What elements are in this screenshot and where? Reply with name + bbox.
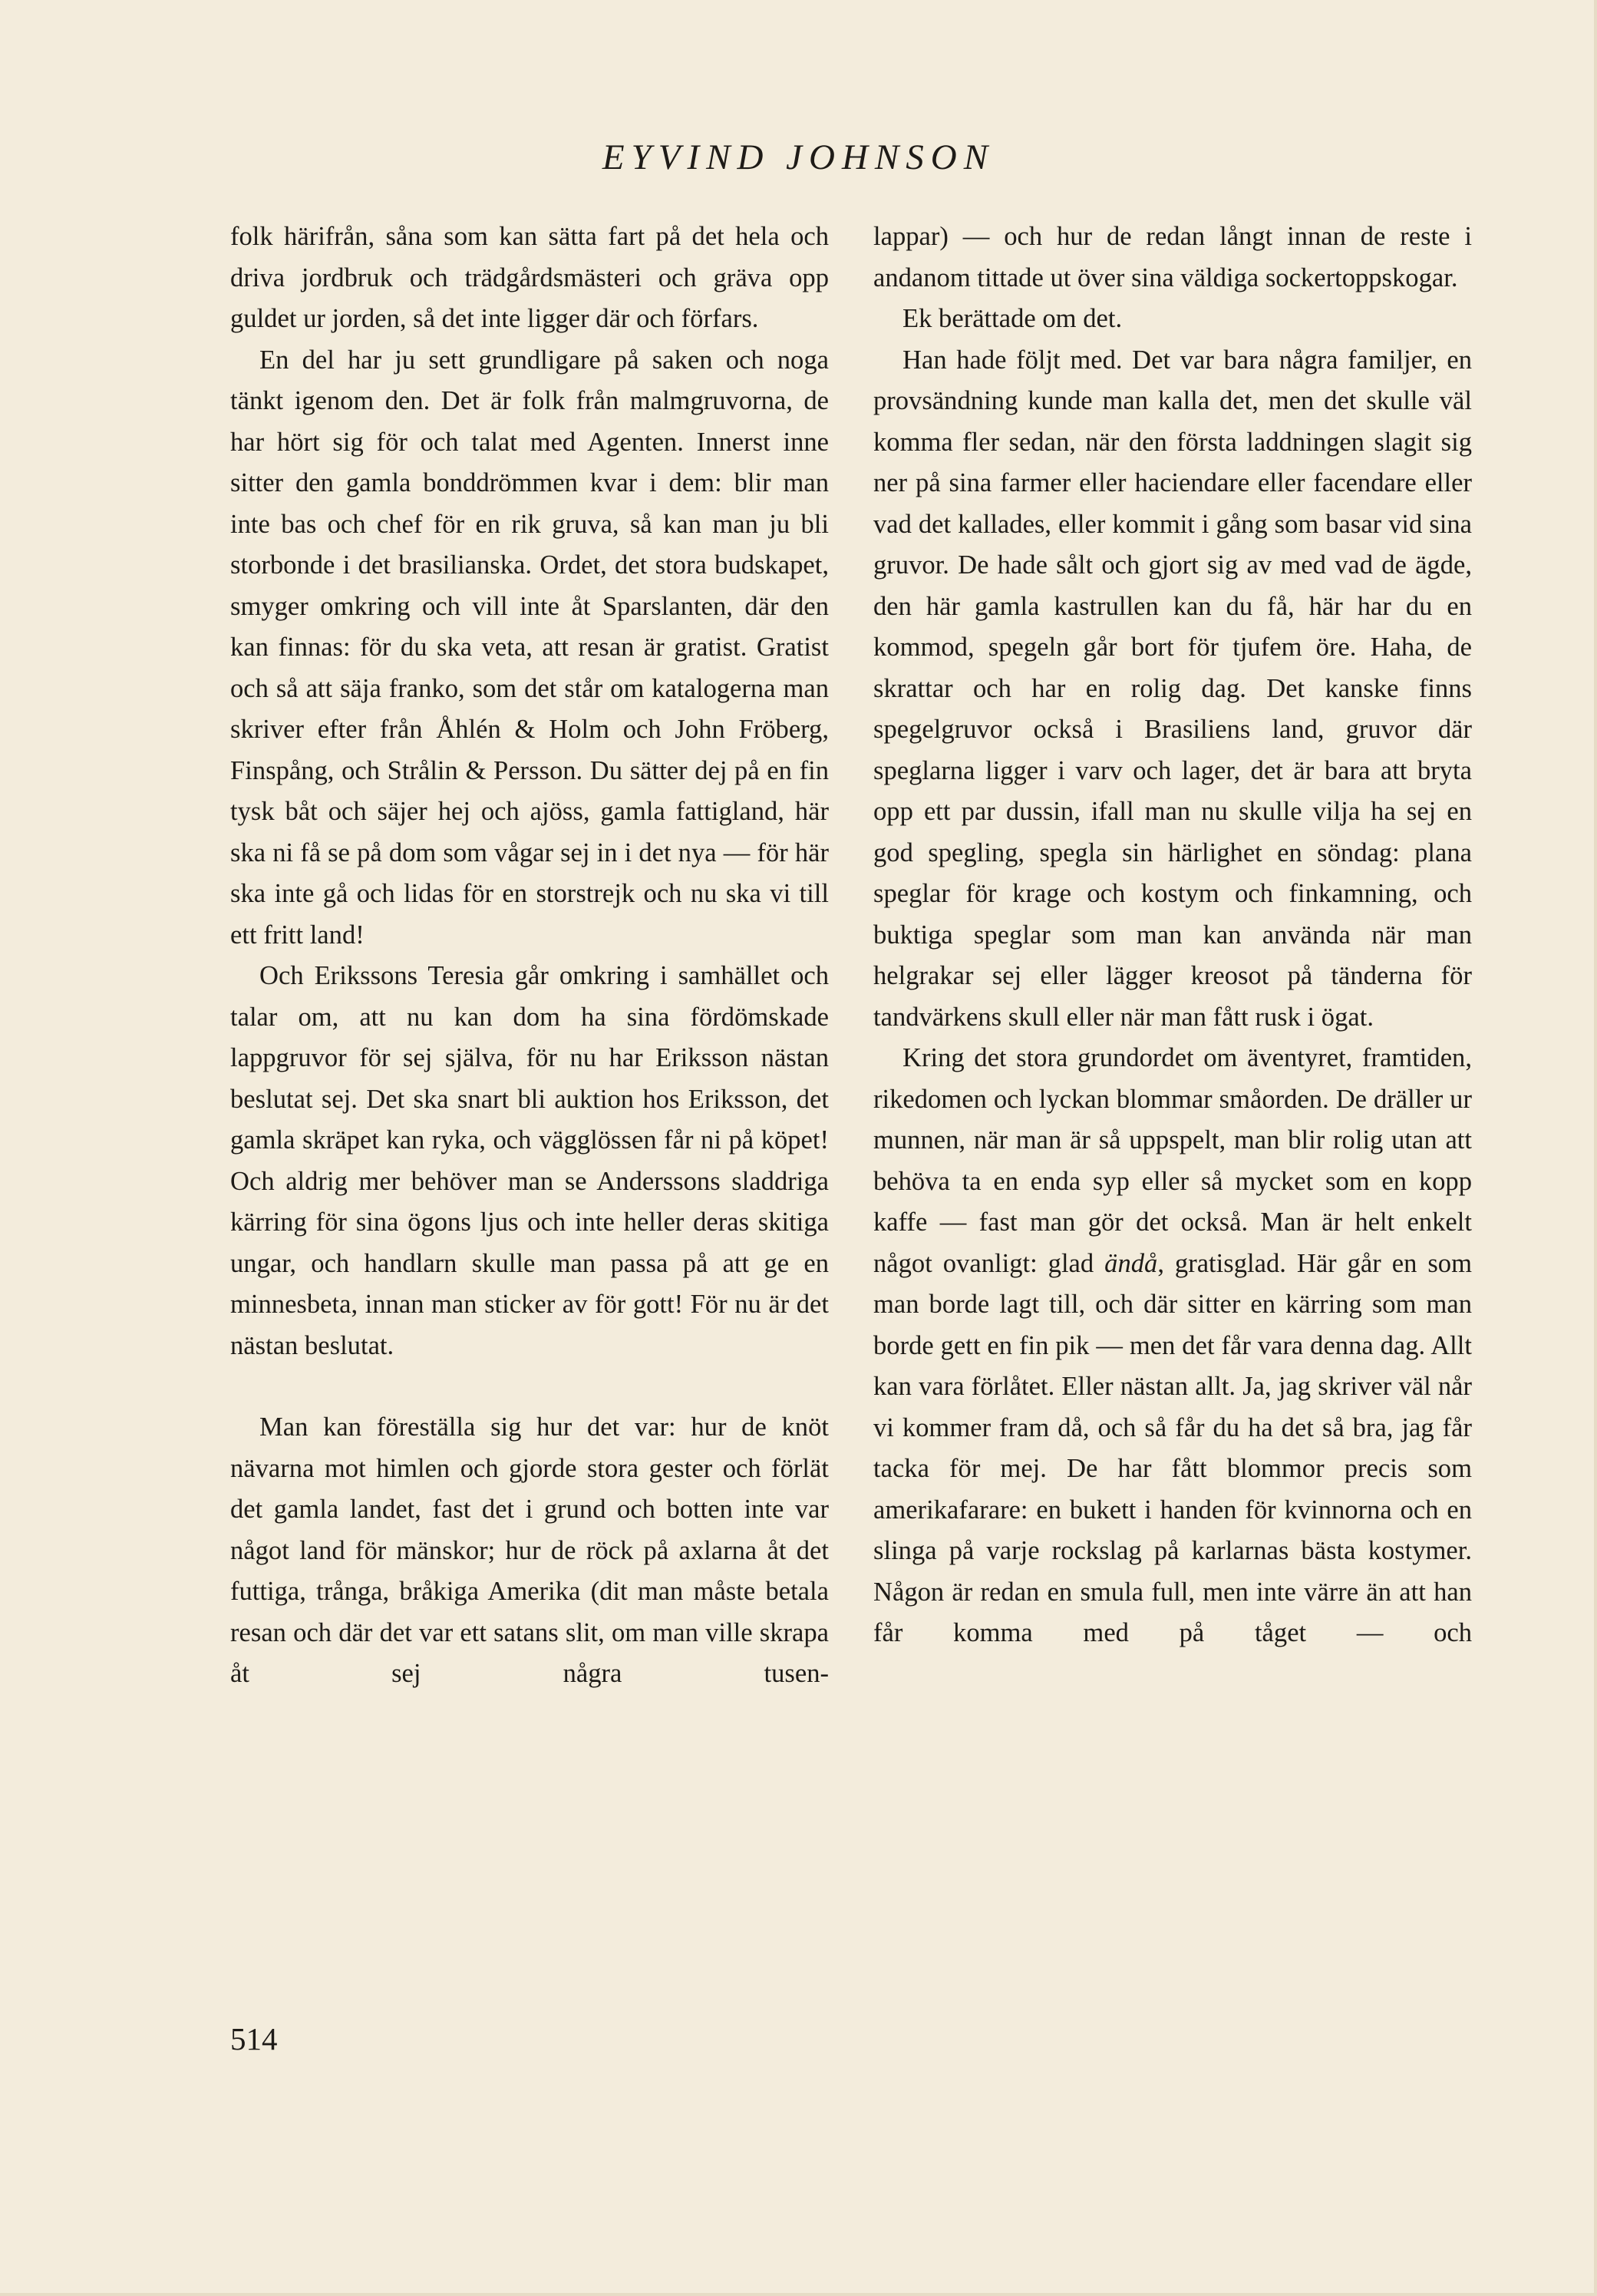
right-column (873, 216, 1472, 1654)
paragraph: lappar) — och hur de redan långt innan de reste i andanom tittade ut över sina väldiga sockertoppskogar. (873, 222, 1472, 292)
paragraph: Han hade följt med. Det var bara några familjer, en provsändning kunde man kalla det, men det skulle väl komma fler sedan, när den första laddningen slagit sig ner på sina farmer eller haciendare eller facendare eller vad det kallades, eller kommit i gång som basar vid sina gruvor. De hade sålt och gjort sig av med vad de ägde, den här gamla kastrullen kan du få, här har du en kommod, spegeln går bort för tjufem öre. Haha, de skrattar och har en rolig dag. Det kanske finns spegelgruvor också i Brasiliens land, gruvor där speglarna ligger i varv och lager, det är bara att bryta opp ett par dussin, ifall man nu skulle vilja ha sej en god spegling, spegla sin härlighet en söndag: plana speglar för krage och kostym och finkamning, och buktiga speglar som man kan använda när man helgrakar sej eller lägger kreosot på tänderna för tandvärkens skull eller när man fått rusk i ögat. (873, 345, 1472, 1032)
paragraph-text: , gratisglad. Här går en som man borde lagt till, och där sitter en kärring som man borde gett en fin pik — men det får vara denna dag. Allt kan vara förlåtet. Eller nästan allt. Ja, jag skriver väl når vi kommer fram då, och så får du ha det så bra, jag får tacka för mej. De har fått blommor precis som amerikafarare: en bukett i handen för kvinnorna och en slinga på varje rockslag på karlarnas bästa kostymer. Någon är redan en smula full, men inte värre än att han får komma med på tåget — och (873, 1248, 1472, 1647)
paragraph: En del har ju sett grundligare på saken och noga tänkt igenom den. Det är folk från malmgruvorna, de har hört sig för och talat med Agenten. Innerst inne sitter den gamla bonddrömmen kvar i dem: blir man inte bas och chef för en rik gruva, så kan man ju bli storbonde i det brasilianska. Ordet, det stora budskapet, smyger omkring och vill inte åt Sparslanten, där den kan finnas: för du ska veta, att resan är gratist. Gratist och så att säja franko, som det står om katalogerna man skriver efter från Åhlén & Holm och John Fröberg, Finspång, och Strålin & Persson. Du sätter dej på en fin tysk båt och säjer hej och ajöss, gamla fattigland, här ska ni få se på dom som vågar sej in i det nya — för här ska inte gå och lidas för en storstrejk och nu ska vi till ett fritt land! (230, 345, 829, 950)
page-number: 514 (230, 2021, 278, 2056)
running-head: EYVIND JOHNSON (602, 137, 995, 177)
paragraph-text: Kring det stora grundordet om äventyret, framtiden, rikedomen och lyckan blommar småorden. De dräller ur munnen, när man är så uppspelt, man blir rolig utan att behöva ta en enda syp eller så mycket som en kopp kaffe — fast man gör det också. Man är helt enkelt något ovanligt: glad (873, 1043, 1472, 1278)
left-column (230, 216, 829, 1695)
paragraph: Man kan föreställa sig hur det var: hur de knöt nävarna mot himlen och gjorde stora gester och förlät det gamla landet, fast det i grund och botten inte var något land för mänskor; hur de röck på axlarna åt det futtiga, trånga, bråkiga Amerika (dit man måste betala resan och där det var ett satans slit, om man ville skrapa åt sej några tusen- (230, 1412, 829, 1688)
paragraph (873, 1038, 1472, 1654)
emphasis: ändå (1104, 1248, 1158, 1278)
paragraph: folk härifrån, såna som kan sätta fart på det hela och driva jordbruk och trädgårdsmästeri och gräva opp guldet ur jorden, så det inte ligger där och förfars. (230, 222, 829, 333)
paragraph: Och Erikssons Teresia går omkring i samhället och talar om, att nu kan dom ha sina fördömskade lappgruvor för sej själva, för nu har Eriksson nästan beslutat sej. Det ska snart bli auktion hos Eriksson, det gamla skräpet kan ryka, och vägglössen får ni på köpet! Och aldrig mer behöver man se Anderssons sladdriga kärring för sina ögons ljus och inte heller deras skitiga ungar, och handlarn skulle man passa på att ge en minnesbeta, innan man sticker av för gott! För nu är det nästan beslutat. (230, 961, 829, 1360)
paragraph: Ek berättade om det. (902, 304, 1123, 333)
